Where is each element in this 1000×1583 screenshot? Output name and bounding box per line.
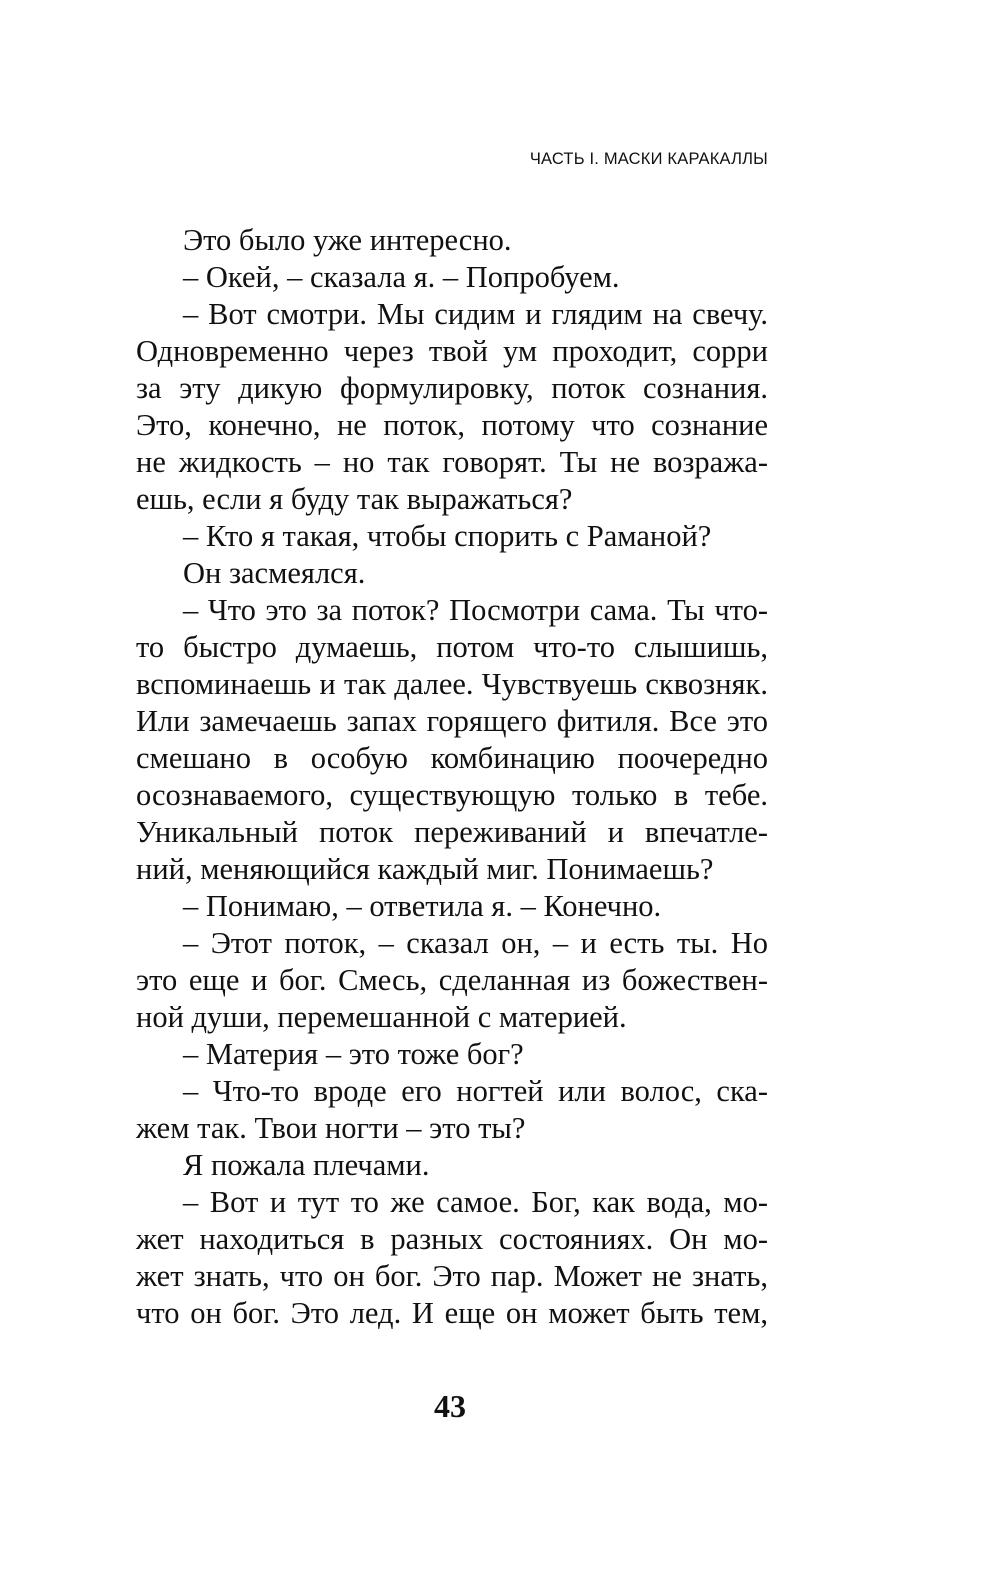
page-number: 43 bbox=[434, 1388, 466, 1424]
text-line: осознаваемого, существующую только в тебе. bbox=[136, 778, 768, 812]
text-line: смешано в особую комбинацию поочередно bbox=[136, 741, 768, 775]
text-line: за эту дикую формулировку, поток сознания. bbox=[136, 371, 768, 405]
text-line: Одновременно через твой ум проходит, сорри bbox=[136, 334, 768, 368]
text-line: – Вот смотри. Мы сидим и глядим на свечу. bbox=[183, 297, 768, 331]
text-line: – Понимаю, – ответила я. – Конечно. bbox=[183, 889, 662, 923]
text-line: – Вот и тут то же самое. Бог, как вода, мо- bbox=[183, 1185, 768, 1219]
text-line: то быстро думаешь, потом что-то слышишь, bbox=[136, 630, 768, 664]
text-line: – Этот поток, – сказал он, – и есть ты. Но bbox=[183, 926, 768, 960]
running-header: ЧАСТЬ I. МАСКИ КАРАКАЛЛЫ bbox=[529, 150, 768, 168]
text-line: Или замечаешь запах горящего фитиля. Все это bbox=[136, 704, 768, 738]
text-line: – Кто я такая, чтобы спорить с Раманой? bbox=[183, 519, 712, 553]
text-line: – Окей, – сказала я. – Попробуем. bbox=[183, 260, 620, 294]
text-line: Это было уже интересно. bbox=[183, 223, 512, 257]
text-line: Это, конечно, не поток, потому что сознание bbox=[136, 408, 768, 442]
text-line: ний, меняющийся каждый миг. Понимаешь? bbox=[136, 852, 714, 886]
text-line: что он бог. Это лед. И еще он может быть тем, bbox=[136, 1296, 768, 1330]
text-line: жет знать, что он бог. Это пар. Может не знать, bbox=[136, 1259, 768, 1293]
text-line: – Что-то вроде его ногтей или волос, ска- bbox=[183, 1074, 768, 1108]
text-line: – Материя – это тоже бог? bbox=[183, 1037, 524, 1071]
body-text bbox=[136, 222, 768, 1332]
text-line: – Что это за поток? Посмотри сама. Ты что- bbox=[183, 593, 768, 627]
text-line: это еще и бог. Смесь, сделанная из божествен- bbox=[136, 963, 768, 997]
text-line: ешь, если я буду так выражаться? bbox=[136, 482, 573, 516]
text-line: ной души, перемешанной с материей. bbox=[136, 1000, 627, 1034]
text-line: вспоминаешь и так далее. Чувствуешь сквозняк. bbox=[136, 667, 768, 701]
text-line: жет находиться в разных состояниях. Он мо- bbox=[136, 1222, 768, 1256]
text-line: не жидкость – но так говорят. Ты не возража- bbox=[136, 445, 768, 479]
text-line: Уникальный поток переживаний и впечатле- bbox=[136, 815, 768, 849]
text-line: жем так. Твои ногти – это ты? bbox=[136, 1111, 526, 1145]
text-line: Я пожала плечами. bbox=[183, 1148, 430, 1182]
text-line: Он засмеялся. bbox=[183, 556, 366, 590]
